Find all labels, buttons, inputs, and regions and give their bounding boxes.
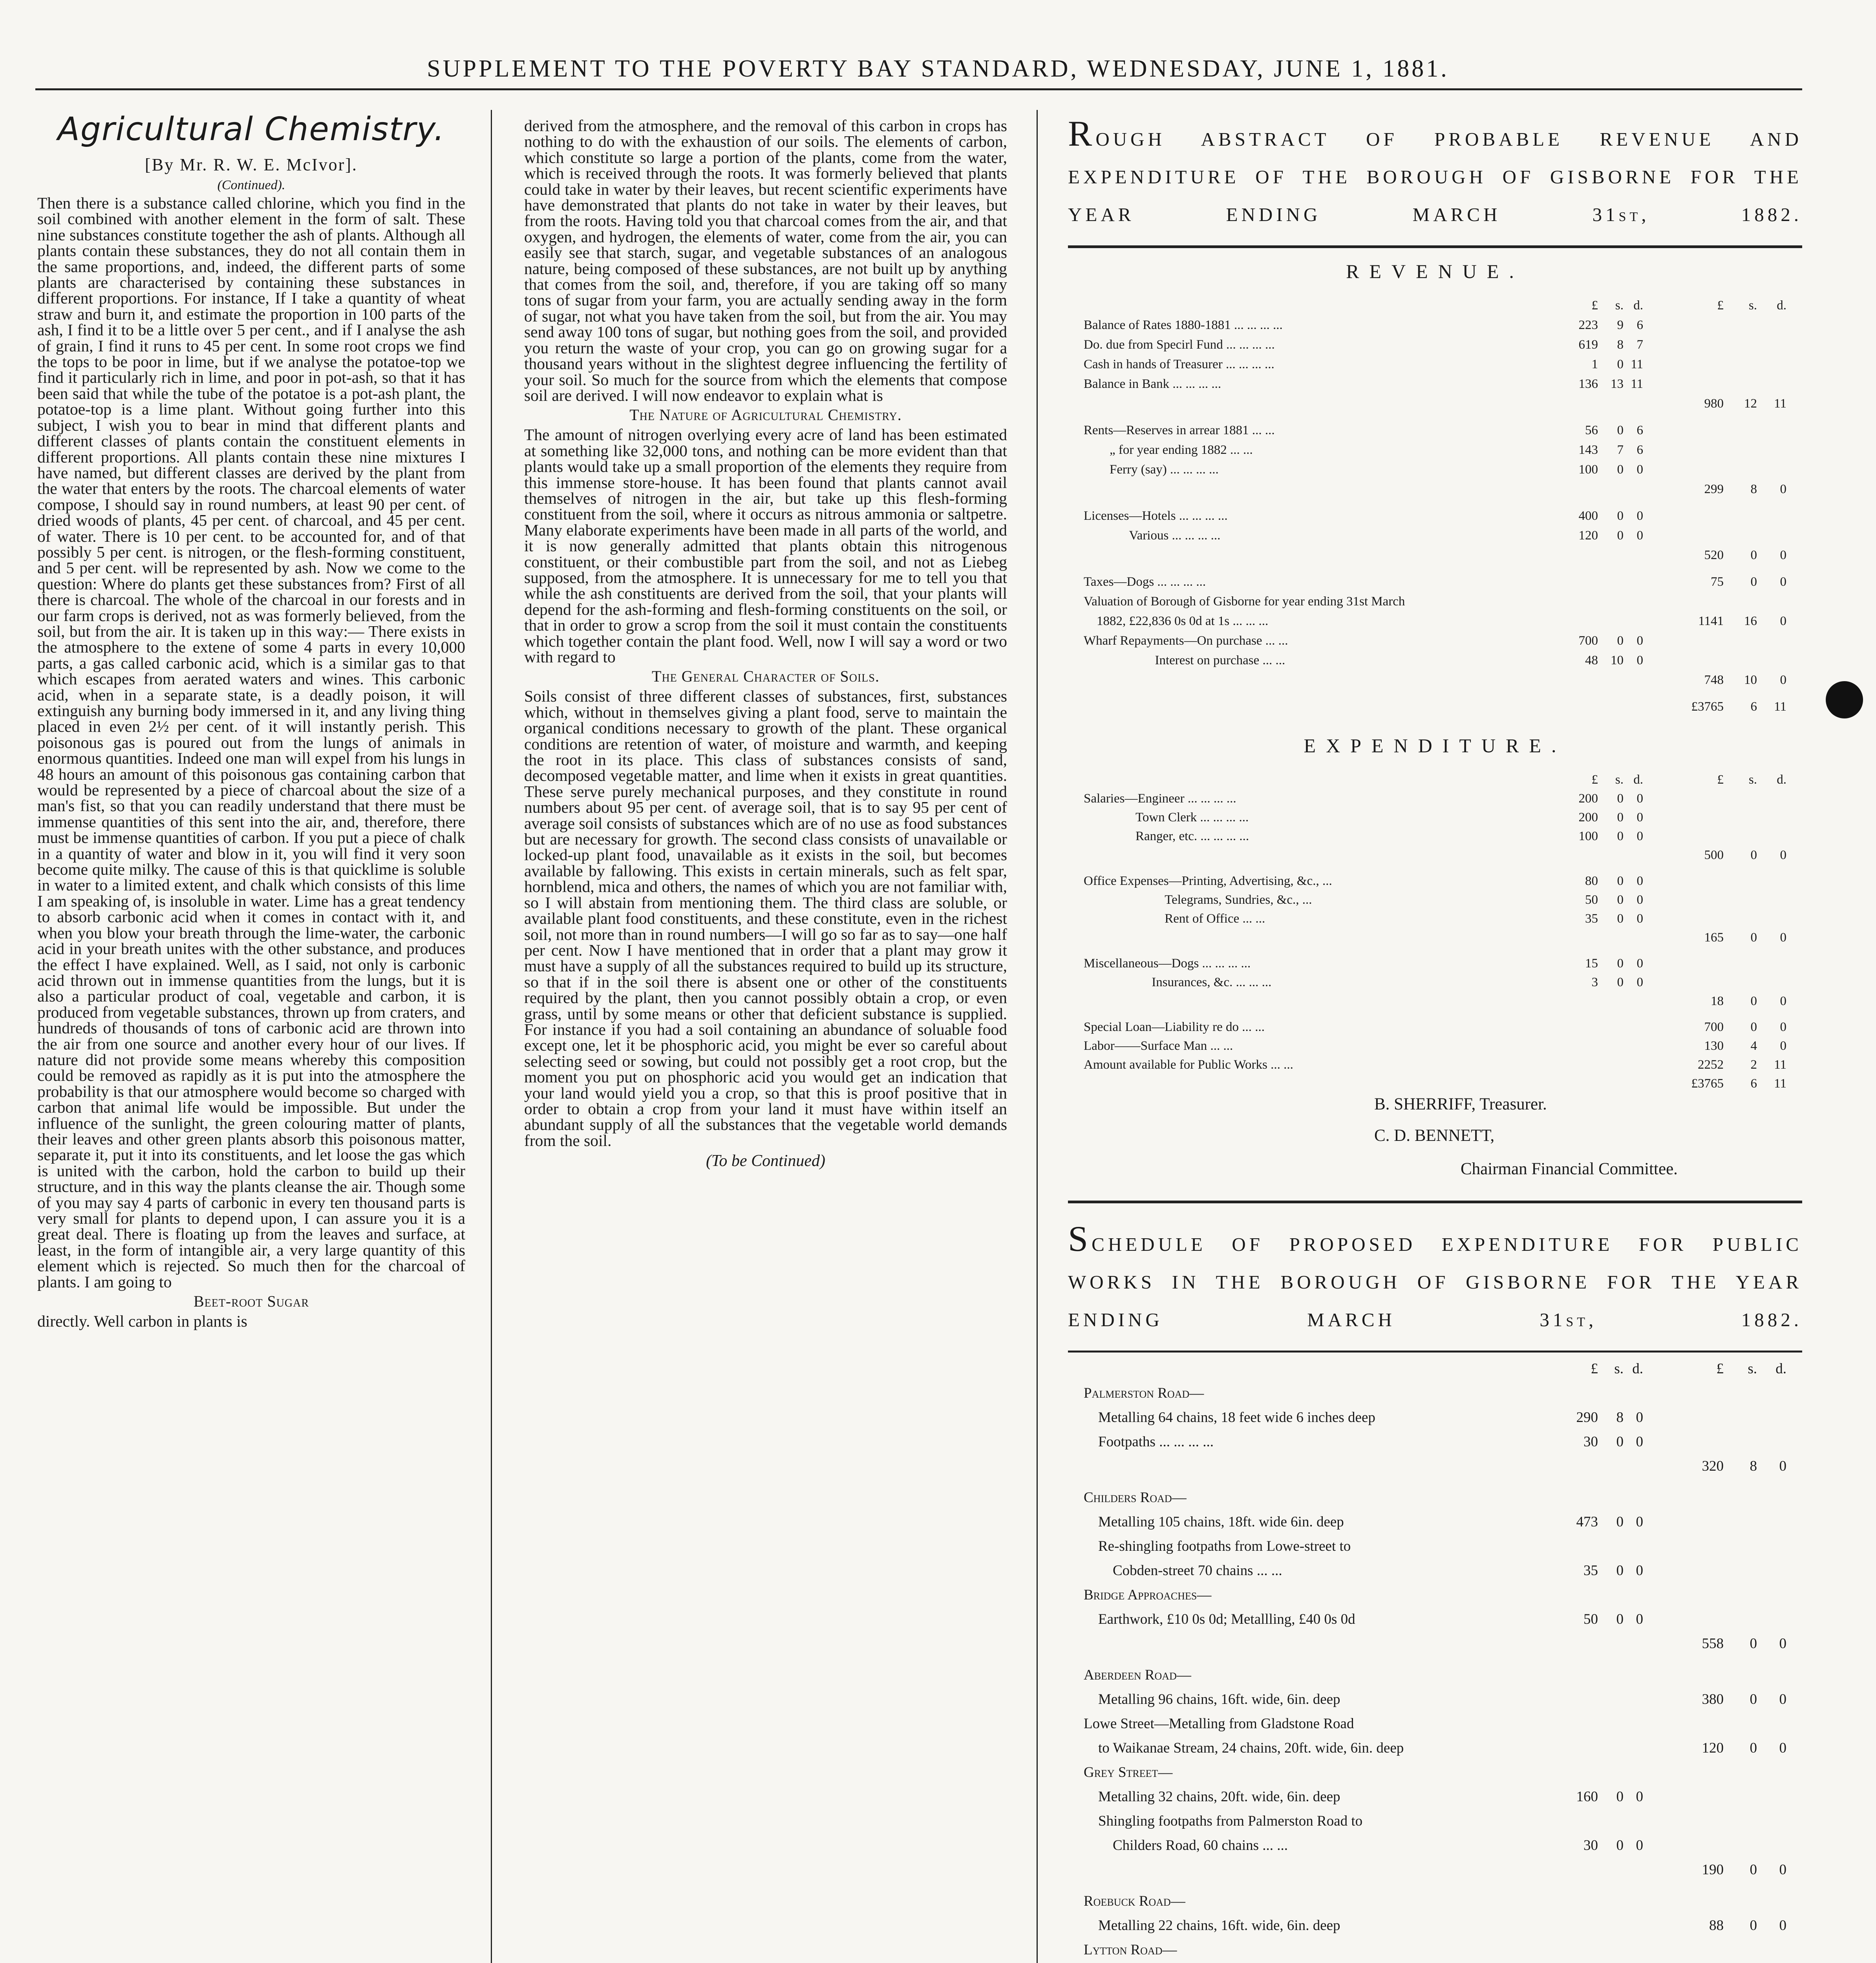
item-amount: 160 — [1576, 1789, 1598, 1805]
account-label: Various ... ... ... ... — [1084, 528, 1221, 543]
account-row — [1068, 634, 1802, 649]
currency-header-cell: s. — [1615, 298, 1624, 313]
item-amount: 0 — [1617, 791, 1624, 806]
account-label: Earthwork, £10 0s 0d; Metallling, £40 0s 0d — [1084, 1611, 1355, 1627]
account-row — [1068, 462, 1802, 478]
abstract-title-initial: R — [1068, 118, 1096, 154]
total-amount: 0 — [1779, 1636, 1786, 1652]
account-label: Lytton Road— — [1084, 1942, 1177, 1958]
total-amount: 8 — [1750, 482, 1757, 496]
account-row — [1068, 893, 1802, 908]
currency-header-cell: £ — [1591, 1361, 1598, 1377]
schedule-title-text: CHEDULE OF PROPOSED EXPENDITURE FOR PUBLIC WORKS IN THE BOROUGH OF GISBORNE FOR THE YEAR ENDING MARCH 31st, 1882. — [1068, 1234, 1802, 1331]
item-amount: 1 — [1591, 357, 1598, 371]
total-amount: £3765 — [1691, 700, 1724, 714]
masthead: SUPPLEMENT TO THE POVERTY BAY STANDARD, WEDNESDAY, JUNE 1, 1881. — [427, 55, 1449, 82]
account-row — [1068, 1586, 1802, 1602]
account-label: Office Expenses—Printing, Advertising, &c., ... — [1084, 874, 1332, 888]
total-amount: 320 — [1702, 1458, 1724, 1474]
total-amount: 0 — [1750, 1862, 1757, 1878]
schedule-title-initial: S — [1068, 1219, 1092, 1259]
article-paragraph: directly. Well carbon in plants is — [37, 1312, 247, 1331]
item-amount: 0 — [1636, 1563, 1643, 1579]
account-row — [1068, 1715, 1802, 1731]
account-label: Metalling 96 chains, 16ft. wide, 6in. deep — [1084, 1691, 1340, 1707]
account-row — [1068, 594, 1802, 610]
account-label: Insurances, &c. ... ... ... — [1084, 975, 1272, 989]
currency-header-cell: £ — [1717, 773, 1724, 787]
account-row — [1068, 791, 1802, 807]
account-label: Rent of Office ... ... — [1084, 912, 1265, 926]
item-amount: 0 — [1617, 462, 1624, 477]
total-amount: 11 — [1774, 1077, 1786, 1091]
account-label: Taxes—Dogs ... ... ... ... — [1084, 575, 1206, 589]
item-amount: 0 — [1616, 1837, 1624, 1853]
account-row — [1068, 1538, 1802, 1554]
item-amount: 120 — [1578, 528, 1598, 543]
item-amount: 100 — [1578, 829, 1598, 843]
item-amount: 30 — [1583, 1434, 1598, 1450]
total-amount: 0 — [1779, 1458, 1786, 1474]
total-amount: 0 — [1750, 1691, 1757, 1707]
account-row — [1068, 810, 1802, 826]
article-paragraph: derived from the atmosphere, and the removal of this carbon in crops has nothing to do with the exhaustion of our soils. The elements of carbon, which constitute so large a portion of the plants, come from the water, which is received through the roots. It was formerly believed that plants could take in water by their leaves, but recent scientific experiments have have demonstrated that plants do not take in water by their leaves, but from the roots. Having told you that charcoal comes from the air, and that oxygen, and hydrogen, the elements of water, come from the air, you can easily see that starch, sugar, and vegetable substances of an analogous nature, being composed of these substances, are not built up by anything that comes from the soil, and, therefore, if you are taking off so many tons of sugar from your farm, you are actually sending away in the form of sugar, not what you have taken from the soil, but from the air. You may send away 100 tons of sugar, but nothing goes from the soil, and provided you return the waste of your crop, you can go on growing sugar for a thousand years without in the slightest degree influencing the fertility of your soil. So much for the source from which the elements that compose soil are derived. I will now endeavor to explain what is — [524, 118, 1007, 404]
account-label: Lowe Street—Metalling from Gladstone Road — [1084, 1716, 1354, 1732]
item-amount: 6 — [1636, 318, 1643, 332]
item-amount: 0 — [1636, 462, 1643, 477]
account-row — [1068, 423, 1802, 439]
total-amount: 0 — [1780, 673, 1786, 687]
account-label: Valuation of Borough of Gisborne for year ending 31st March — [1084, 594, 1405, 609]
item-amount: 0 — [1636, 1789, 1643, 1805]
item-amount: 0 — [1616, 1434, 1624, 1450]
account-row — [1068, 1489, 1802, 1505]
item-amount: 0 — [1636, 653, 1643, 667]
account-row — [1068, 1058, 1802, 1073]
total-amount: 0 — [1780, 548, 1786, 562]
total-amount: 500 — [1704, 848, 1724, 862]
item-amount: 0 — [1617, 975, 1624, 989]
item-amount: 0 — [1617, 423, 1624, 437]
schedule-title-rule — [1068, 1351, 1802, 1353]
total-amount: 8 — [1750, 1458, 1757, 1474]
article-column-left — [37, 110, 465, 1963]
total-amount: 0 — [1779, 1740, 1786, 1756]
total-amount: 0 — [1780, 614, 1786, 628]
item-amount: 50 — [1583, 1611, 1598, 1627]
account-label: 1882, £22,836 0s 0d at 1s ... ... ... — [1084, 614, 1269, 628]
item-amount: 0 — [1636, 829, 1643, 843]
total-amount: 0 — [1780, 930, 1786, 945]
account-row — [1068, 874, 1802, 890]
item-amount: 48 — [1585, 653, 1598, 667]
item-amount: 7 — [1617, 443, 1624, 457]
item-amount: 0 — [1616, 1789, 1624, 1805]
total-amount: 0 — [1750, 1917, 1757, 1934]
currency-header-cell: s. — [1748, 1361, 1757, 1377]
item-amount: 0 — [1617, 509, 1624, 523]
item-amount: 0 — [1636, 1837, 1643, 1853]
abstract-title-text: OUGH ABSTRACT OF PROBABLE REVENUE AND EXPENDITURE OF THE BOROUGH OF GISBORNE FOR THE YEAR ENDING MARCH 31st, 1882. — [1068, 128, 1802, 225]
account-label: Interest on purchase ... ... — [1084, 653, 1285, 667]
column-rule-right — [1037, 110, 1038, 1963]
item-amount: 0 — [1636, 810, 1643, 824]
account-label: Amount available for Public Works ... ... — [1084, 1058, 1293, 1072]
subtotal-row — [1068, 548, 1802, 564]
account-row — [1068, 357, 1802, 373]
item-amount: 0 — [1617, 634, 1624, 648]
schedule-title — [1068, 1219, 1802, 1339]
total-amount: 0 — [1750, 1740, 1757, 1756]
total-amount: 16 — [1744, 614, 1757, 628]
subtotal-row — [1068, 848, 1802, 864]
account-label: Ranger, etc. ... ... ... ... — [1084, 829, 1249, 843]
item-amount: 0 — [1616, 1514, 1624, 1530]
revenue-heading: REVENUE. — [1346, 260, 1524, 282]
total-amount: 11 — [1774, 1058, 1786, 1072]
account-row — [1068, 1562, 1802, 1578]
account-label: to Waikanae Stream, 24 chains, 20ft. wide, 6in. deep — [1084, 1740, 1404, 1756]
item-amount: 0 — [1636, 1434, 1643, 1450]
total-amount: 0 — [1779, 1691, 1786, 1707]
revenue-table — [1068, 298, 1802, 722]
total-amount: 2252 — [1698, 1058, 1724, 1072]
subtotal-row — [1068, 700, 1802, 715]
account-row — [1068, 614, 1802, 630]
currency-header-cell: £ — [1716, 1361, 1724, 1377]
item-amount: 0 — [1636, 791, 1643, 806]
subheading-general-character-of-soils: The General Character of Soils. — [652, 667, 879, 685]
treasurer-signature: B. SHERRIFF, Treasurer. — [1374, 1095, 1547, 1113]
account-row — [1068, 653, 1802, 669]
total-amount: 0 — [1750, 930, 1757, 945]
subtotal-row — [1068, 1861, 1802, 1877]
item-amount: 0 — [1617, 912, 1624, 926]
item-amount: 700 — [1578, 634, 1598, 648]
account-row — [1068, 575, 1802, 590]
item-amount: 11 — [1631, 357, 1643, 371]
account-label: Bridge Approaches— — [1084, 1587, 1212, 1603]
account-row — [1068, 1917, 1802, 1933]
account-row — [1068, 377, 1802, 393]
item-amount: 0 — [1636, 634, 1643, 648]
total-amount: 190 — [1702, 1862, 1724, 1878]
currency-header-cell: £ — [1717, 298, 1724, 313]
currency-header-cell: s. — [1748, 298, 1757, 313]
total-amount: 0 — [1779, 1917, 1786, 1934]
item-amount: 0 — [1636, 893, 1643, 907]
column-rule-left — [491, 110, 492, 1963]
item-amount: 0 — [1617, 874, 1624, 888]
account-label: Labor——Surface Man ... ... — [1084, 1039, 1233, 1053]
total-amount: 4 — [1750, 1039, 1757, 1053]
account-row — [1068, 1039, 1802, 1055]
account-row — [1068, 912, 1802, 927]
article-byline: [By Mr. R. W. E. McIvor]. — [145, 155, 358, 174]
article-title: Agricultural Chemistry. — [57, 111, 445, 148]
article-paragraph: The amount of nitrogen overlying every acre of land has been estimated at something like 32,000 tons, and nothing can be more evident than that plants would take up a small proportion of the elements they require from this immense store-house. It has been found that plants cannot avail themselves of nitrogen in the air, but take up this flesh-forming constituent from the soil, where it occurs as nitrous ammonia or saltpetre. Many elaborate experiments have been made in all parts of the world, and it is now generally admitted that plants obtain this nitrogenous constituent, or their combustible part from the soil, and not as Liebeg supposed, from the atmosphere. It is unnecessary for me to tell you that while the ash constituents are derived from the soil, that your plants will depend for the ash-forming and flesh-forming constituents on the soil, or that in order to grow a scrop from the soil it must contain the constituents which together contain the plant food. Well, now I will say a word or two with regard to — [524, 426, 1007, 666]
total-amount: 0 — [1750, 994, 1757, 1008]
total-amount: 165 — [1704, 930, 1724, 945]
currency-header-cell: d. — [1633, 298, 1643, 313]
account-row — [1068, 1764, 1802, 1780]
item-amount: 50 — [1585, 893, 1598, 907]
item-amount: 0 — [1616, 1563, 1624, 1579]
total-amount: 700 — [1704, 1020, 1724, 1034]
total-amount: 88 — [1709, 1917, 1724, 1934]
item-amount: 0 — [1636, 874, 1643, 888]
total-amount: 0 — [1750, 548, 1757, 562]
item-amount: 0 — [1617, 829, 1624, 843]
masthead-rule — [35, 88, 1802, 90]
item-amount: 11 — [1631, 377, 1643, 391]
item-amount: 223 — [1578, 318, 1598, 332]
subheading-nature-of-agricultural-chemistry: The Nature of Agricultural Chemistry. — [629, 406, 902, 424]
account-label: Licenses—Hotels ... ... ... ... — [1084, 509, 1228, 523]
account-label: Miscellaneous—Dogs ... ... ... ... — [1084, 956, 1251, 971]
account-label: Footpaths ... ... ... ... — [1084, 1434, 1214, 1450]
total-amount: 0 — [1750, 1020, 1757, 1034]
chairman-title: Chairman Financial Committee. — [1461, 1160, 1678, 1178]
currency-header-cell: d. — [1633, 773, 1643, 787]
item-amount: 56 — [1585, 423, 1598, 437]
account-row — [1068, 1837, 1802, 1853]
article-paragraph: Soils consist of three different classes of substances, first, substances which, without in themselves giving a plant food, serve to maintain the organical conditions necessary to growth of the plant. These organical conditions are retention of water, of moisture and warmth, and keeping the root in its place. This class of substances consists of sand, decomposed vegetable matter, and lime when it exists in great quantities. These serve purely mechanical purposes, and they constitute in round numbers about 95 per cent. of average soil, that is to say 95 per cent of average soil consists of substances which are of no use as food substances but are necessary for growth. The second class consists of unavailable or locked-up plant food, unavailable as it exists in the soil, but becomes available by fallowing. This exists in certain minerals, such as felt spar, hornblend, mica and others, the names of which you are not familiar with, so I will abstain from mentioning them. The third class are soluble, or available plant food constituents, and these constitute, even in the richest soil, not more than in round numbers—I will go so far as to say—one half per cent. Now I have mentioned that in order that a plant may grow it must have a supply of all the substances required to build up its structure, so that if in the soil there is absent one or other of the constituents required by the plant, then you cannot possibly obtain a crop, or even grass, until by some means or other that deficient substance is supplied. For instance if you had a soil containing an abundance of soluable food except one, let it be phosphoric acid, you might be ever so careful about selecting seed or sowing, but could not possibly get a root crop, but the moment you put on phosphoric acid you would get an indication that your land would yield you a crop, so that this is proof positive that in order to obtain a crop from your land it must have within itself an abundant supply of all the substances that the vegetable world demands from the soil. — [524, 687, 1007, 1150]
currency-header-cell: d. — [1777, 298, 1786, 313]
total-amount: 6 — [1750, 700, 1757, 714]
item-amount: 619 — [1578, 338, 1598, 352]
total-amount: 11 — [1774, 700, 1786, 714]
account-label: Re-shingling footpaths from Lowe-street to — [1084, 1538, 1351, 1554]
item-amount: 13 — [1611, 377, 1624, 391]
account-label: Roebuck Road— — [1084, 1893, 1185, 1909]
account-row — [1068, 509, 1802, 525]
schedule-rule — [1068, 1201, 1802, 1203]
account-label: Metalling 64 chains, 18 feet wide 6 inches deep — [1084, 1409, 1375, 1426]
total-amount: 299 — [1704, 482, 1724, 496]
item-amount: 8 — [1616, 1409, 1624, 1426]
account-label: Metalling 105 chains, 18ft. wide 6in. deep — [1084, 1514, 1344, 1530]
item-amount: 6 — [1636, 423, 1643, 437]
account-row — [1068, 1691, 1802, 1707]
total-amount: 380 — [1702, 1691, 1724, 1707]
item-amount: 8 — [1617, 338, 1624, 352]
item-amount: 35 — [1583, 1563, 1598, 1579]
item-amount: 0 — [1636, 956, 1643, 971]
item-amount: 35 — [1585, 912, 1598, 926]
item-amount: 0 — [1617, 357, 1624, 371]
account-label: Metalling 32 chains, 20ft. wide, 6in. deep — [1084, 1789, 1340, 1805]
item-amount: 400 — [1578, 509, 1598, 523]
subtotal-row — [1068, 994, 1802, 1010]
item-amount: 10 — [1611, 653, 1624, 667]
item-amount: 143 — [1578, 443, 1598, 457]
item-amount: 6 — [1636, 443, 1643, 457]
account-row — [1068, 829, 1802, 845]
account-row — [1068, 1813, 1802, 1828]
total-amount: 1141 — [1698, 614, 1724, 628]
item-amount: 100 — [1578, 462, 1598, 477]
expenditure-heading: EXPENDITURE. — [1304, 735, 1567, 757]
total-amount: 2 — [1750, 1058, 1757, 1072]
ink-blot — [1826, 681, 1863, 718]
item-amount: 9 — [1617, 318, 1624, 332]
abstract-title — [1068, 118, 1802, 234]
subheading-beet-root-sugar: Beet-root Sugar — [193, 1292, 309, 1310]
currency-header-cell: s. — [1748, 773, 1757, 787]
total-amount: 0 — [1750, 848, 1757, 862]
account-label: Cash in hands of Treasurer ... ... ... ... — [1084, 357, 1274, 371]
borough-accounts-column — [1068, 118, 1802, 1963]
account-row — [1068, 1941, 1802, 1957]
total-amount: 0 — [1780, 994, 1786, 1008]
total-amount: 558 — [1702, 1636, 1724, 1652]
currency-header-cell: d. — [1775, 1361, 1786, 1377]
subtotal-row — [1068, 930, 1802, 946]
account-row — [1068, 1667, 1802, 1682]
item-amount: 0 — [1617, 810, 1624, 824]
account-label: Grey Street— — [1084, 1764, 1173, 1780]
account-label: Special Loan—Liability re do ... ... — [1084, 1020, 1265, 1034]
account-label: Wharf Repayments—On purchase ... ... — [1084, 634, 1288, 648]
subtotal-row — [1068, 482, 1802, 498]
account-label: Shingling footpaths from Palmerston Road to — [1084, 1813, 1363, 1829]
total-amount: 11 — [1774, 397, 1786, 411]
account-row — [1068, 318, 1802, 334]
account-row — [1068, 1893, 1802, 1908]
total-amount: 0 — [1750, 575, 1757, 589]
subtotal-row — [1068, 1458, 1802, 1473]
article-column-middle — [524, 118, 1007, 1963]
item-amount: 30 — [1583, 1837, 1598, 1853]
schedule-table — [1068, 1360, 1802, 1963]
total-amount: 6 — [1750, 1077, 1757, 1091]
total-amount: 130 — [1704, 1039, 1724, 1053]
item-amount: 7 — [1636, 338, 1643, 352]
item-amount: 0 — [1617, 893, 1624, 907]
total-amount: 0 — [1780, 848, 1786, 862]
subtotal-row — [1068, 673, 1802, 689]
item-amount: 80 — [1585, 874, 1598, 888]
account-label: Metalling 22 chains, 16ft. wide, 6in. deep — [1084, 1917, 1340, 1934]
item-amount: 0 — [1636, 975, 1643, 989]
account-row — [1068, 1020, 1802, 1036]
currency-header-cell: £ — [1591, 773, 1598, 787]
item-amount: 15 — [1585, 956, 1598, 971]
account-label: Ferry (say) ... ... ... ... — [1084, 462, 1219, 477]
total-amount: 980 — [1704, 397, 1724, 411]
item-amount: 0 — [1636, 528, 1643, 543]
item-amount: 3 — [1591, 975, 1598, 989]
total-amount: 0 — [1780, 482, 1786, 496]
account-label: Salaries—Engineer ... ... ... ... — [1084, 791, 1236, 806]
total-amount: 0 — [1779, 1862, 1786, 1878]
to-be-continued: (To be Continued) — [706, 1152, 826, 1170]
currency-header-row — [1068, 298, 1802, 314]
account-row — [1068, 1409, 1802, 1425]
account-row — [1068, 1433, 1802, 1449]
item-amount: 136 — [1578, 377, 1598, 391]
subtotal-row — [1068, 397, 1802, 412]
account-row — [1068, 1740, 1802, 1755]
account-row — [1068, 1385, 1802, 1400]
item-amount: 0 — [1616, 1611, 1624, 1627]
chairman-name: C. D. BENNETT, — [1374, 1126, 1495, 1145]
account-label: Aberdeen Road— — [1084, 1667, 1191, 1683]
abstract-signatures — [1068, 1095, 1802, 1197]
item-amount: 473 — [1576, 1514, 1598, 1530]
item-amount: 200 — [1578, 810, 1598, 824]
item-amount: 200 — [1578, 791, 1598, 806]
account-label: Childers Road— — [1084, 1490, 1187, 1506]
total-amount: 0 — [1780, 575, 1786, 589]
account-label: Do. due from Specirl Fund ... ... ... ... — [1084, 338, 1275, 352]
subtotal-row — [1068, 1635, 1802, 1651]
account-label: Telegrams, Sundries, &c., ... — [1084, 893, 1312, 907]
account-row — [1068, 1611, 1802, 1627]
item-amount: 0 — [1617, 528, 1624, 543]
account-row — [1068, 1788, 1802, 1804]
currency-header-cell: d. — [1777, 773, 1786, 787]
account-label: Balance of Rates 1880-1881 ... ... ... ... — [1084, 318, 1283, 332]
item-amount: 0 — [1636, 509, 1643, 523]
abstract-rule — [1068, 245, 1802, 248]
account-label: Palmerston Road— — [1084, 1385, 1204, 1401]
total-amount: 75 — [1711, 575, 1724, 589]
subtotal-row — [1068, 1077, 1802, 1092]
account-label: Balance in Bank ... ... ... ... — [1084, 377, 1221, 391]
total-amount: 0 — [1780, 1039, 1786, 1053]
total-amount: 18 — [1711, 994, 1724, 1008]
total-amount: £3765 — [1691, 1077, 1724, 1091]
expenditure-table — [1068, 773, 1802, 1095]
item-amount: 0 — [1636, 1409, 1643, 1426]
account-row — [1068, 528, 1802, 544]
currency-header-cell: s. — [1614, 1361, 1624, 1377]
item-amount: 0 — [1636, 1611, 1643, 1627]
item-amount: 290 — [1576, 1409, 1598, 1426]
total-amount: 748 — [1704, 673, 1724, 687]
account-label: Childers Road, 60 chains ... ... — [1084, 1837, 1288, 1853]
account-row — [1068, 975, 1802, 991]
account-label: Town Clerk ... ... ... ... — [1084, 810, 1249, 824]
currency-header-cell: £ — [1591, 298, 1598, 313]
total-amount: 0 — [1780, 1020, 1786, 1034]
item-amount: 0 — [1617, 956, 1624, 971]
account-label: „ for year ending 1882 ... ... — [1084, 443, 1253, 457]
item-amount: 0 — [1636, 1514, 1643, 1530]
article-paragraph: Then there is a substance called chlorine, which you find in the soil combined with another element in the form of salt. These nine substances constitute together the ash of plants. Although all plants contain these substances, they do not all contain them in the same proportions, and, indeed, the different parts of some plants are characterised by containing these substances in different proportions. For instance, If I take a quantity of wheat straw and burn it, and estimate the proportion in 100 parts of the ash, I find it to be a little over 5 per cent., and if I analyse the ash of grain, I find it runs to 45 per cent. In some root crops we find the tops to be poor in lime, but if we analyse the potatoe-top we find it particularly rich in lime, and poor in pot-ash, so that it has been said that while the tube of the potatoe is a pot-ash plant, the potatoe-top is a lime plant. Without going further into this subject, I wish you to bear in mind that different plants and different classes of plants contain the constituent elements in different proportions. All plants contain these nine mixtures I have named, but different classes are derived by the plant from the water that enters by the roots. The charcoal elements of water compose, I should say in round numbers, at least 90 per cent. of dried woods of plants, 45 per cent. of charcoal, and 45 per cent. of water. There is 10 per cent. to be accounted for, and of that possibly 5 per cent. is nitrogen, or the flesh-forming constituent, and 5 per cent. will be represented by ash. Now we come to the question: Where do plants get these substances from? First of all there is charcoal. The whole of the charcoal in our forests and in our farm crops is derived, not as was formerly believed, from the soil, but from the air. It is taken up in this way:— There exists in the atmosphere to the extene of some 4 parts in every 10,000 parts, a gas called carbonic acid, which is a similar gas to that which escapes from aerated waters and wines. This carbonic acid, when in a separate state, is a deadly poison, it will extinguish any burning body immersed in it, and any living thing placed in even 2½ per cent. of it will instantly perish. This poisonous gas is poured out from the lungs of animals in enormous quantities. Indeed one man will expel from his lungs in 48 hours an amount of this poisonous gas containing carbon that would be represented by a piece of charcoal about the size of a man's fist, so that you can readily understand that there must be immense quantities of this sent into the air, and, therefore, there must be immense quantities of carbon. If you put a piece of chalk in a quantity of water and blow in it, you will find it very soon become quite milky. The cause of this is that quicklime is soluble in water to a limited extent, and chalk which consists of this lime I am speaking of, is insoluble in water. Lime has a great tendency to absorb carbonic acid when it comes in contact with it, and when you blow your breath through the lime-water, the carbonic acid in your breath unites with the other substance, and produces the effect I have explained. Well, as I said, not only is carbonic acid thrown out in immense quantities from the lungs, but it is also a particular product of coal, vegetable and carbon, it is produced from vegetable substances, thrown up from craters, and hundreds of thousands of tons of carbonic acid are thrown into the air from one source and another every hour of our lives. If nature did not provide some means whereby this composition could be removed as rapidly as it is put into the atmosphere the probability is that our atmosphere would become so charged with carbon that animal life would be impossible. But under the influence of the sunlight, the green colouring matter of plants, their leaves and other green plants absorb this poisonous matter, separate it, put it into its constituents, and let loose the gas which is united with the carbon, hold the carbon to build up their structure, and in this way the plants cleanse the air. Though some of you may say 4 parts of carbonic in every ten thousand parts is very small for plants to depend upon, I can assure you it is a great deal. There is floating up from the leaves and surface, at least, in the form of intangible air, a very large quantity of this element which is rejected. So much then for the charcoal of plants. I am going to — [37, 194, 465, 1291]
account-row — [1068, 338, 1802, 353]
account-row — [1068, 956, 1802, 972]
currency-header-row — [1068, 773, 1802, 788]
total-amount: 0 — [1750, 1636, 1757, 1652]
account-row — [1068, 1513, 1802, 1529]
total-amount: 10 — [1744, 673, 1757, 687]
continued-note: (Continued). — [217, 178, 285, 192]
currency-header-cell: d. — [1632, 1361, 1643, 1377]
account-row — [1068, 443, 1802, 459]
total-amount: 120 — [1702, 1740, 1724, 1756]
account-label: Cobden-street 70 chains ... ... — [1084, 1563, 1282, 1579]
account-label: Rents—Reserves in arrear 1881 ... ... — [1084, 423, 1275, 437]
total-amount: 520 — [1704, 548, 1724, 562]
item-amount: 0 — [1636, 912, 1643, 926]
currency-header-cell: s. — [1615, 773, 1624, 787]
total-amount: 12 — [1744, 397, 1757, 411]
currency-header-row — [1068, 1360, 1802, 1376]
